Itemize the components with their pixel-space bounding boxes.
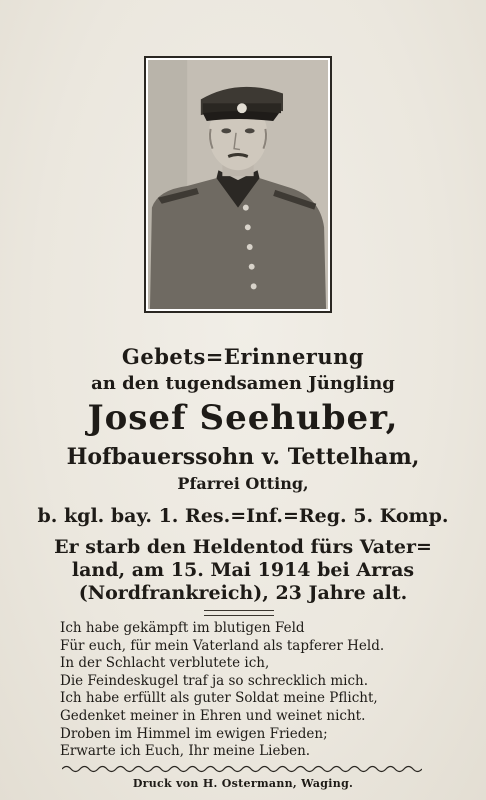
death-text-line-2: land, am 15. Mai 1914 bei Arras bbox=[71, 559, 415, 581]
parish-line: Pfarrei Otting, bbox=[177, 474, 309, 493]
death-text-line-1: Er starb den Heldentod fürs Vater= bbox=[54, 536, 432, 558]
deceased-name: Josef Seehuber, bbox=[87, 398, 399, 438]
poem-line: Droben im Himmel im ewigen Frieden; bbox=[60, 725, 328, 742]
military-unit-line: b. kgl. bay. 1. Res.=Inf.=Reg. 5. Komp. bbox=[37, 505, 449, 527]
memorial-poem bbox=[60, 620, 430, 761]
ornamental-divider bbox=[204, 610, 274, 616]
poem-line: In der Schlacht verblutete ich, bbox=[60, 655, 270, 672]
poem-line: Ich habe gekämpft im blutigen Feld bbox=[60, 620, 305, 636]
dedication-line: an den tugendsamen Jüngling bbox=[91, 373, 395, 394]
poem-line: Erwarte ich Euch, Ihr meine Lieben. bbox=[60, 743, 311, 760]
occupation-line: Hofbauerssohn v. Tettelham, bbox=[66, 444, 420, 470]
poem-line: Gedenket meiner in Ehren und weinet nicht. bbox=[60, 707, 366, 724]
poem-line: Ich habe erfüllt als guter Soldat meine Pflicht, bbox=[60, 690, 378, 707]
poem-line: Für euch, für mein Vaterland als tapferer Held. bbox=[60, 637, 385, 654]
death-text-line-3: (Nordfrankreich), 23 Jahre alt. bbox=[78, 582, 408, 604]
wavy-rule bbox=[62, 764, 422, 774]
soldier-portrait-photo bbox=[148, 60, 328, 309]
poem-line: Die Feindeskugel traf ja so schrecklich mich. bbox=[60, 672, 369, 689]
card-heading: Gebets=Erinnerung bbox=[121, 344, 365, 369]
printer-imprint: Druck von H. Ostermann, Waging. bbox=[132, 777, 354, 790]
portrait-frame bbox=[144, 56, 332, 313]
